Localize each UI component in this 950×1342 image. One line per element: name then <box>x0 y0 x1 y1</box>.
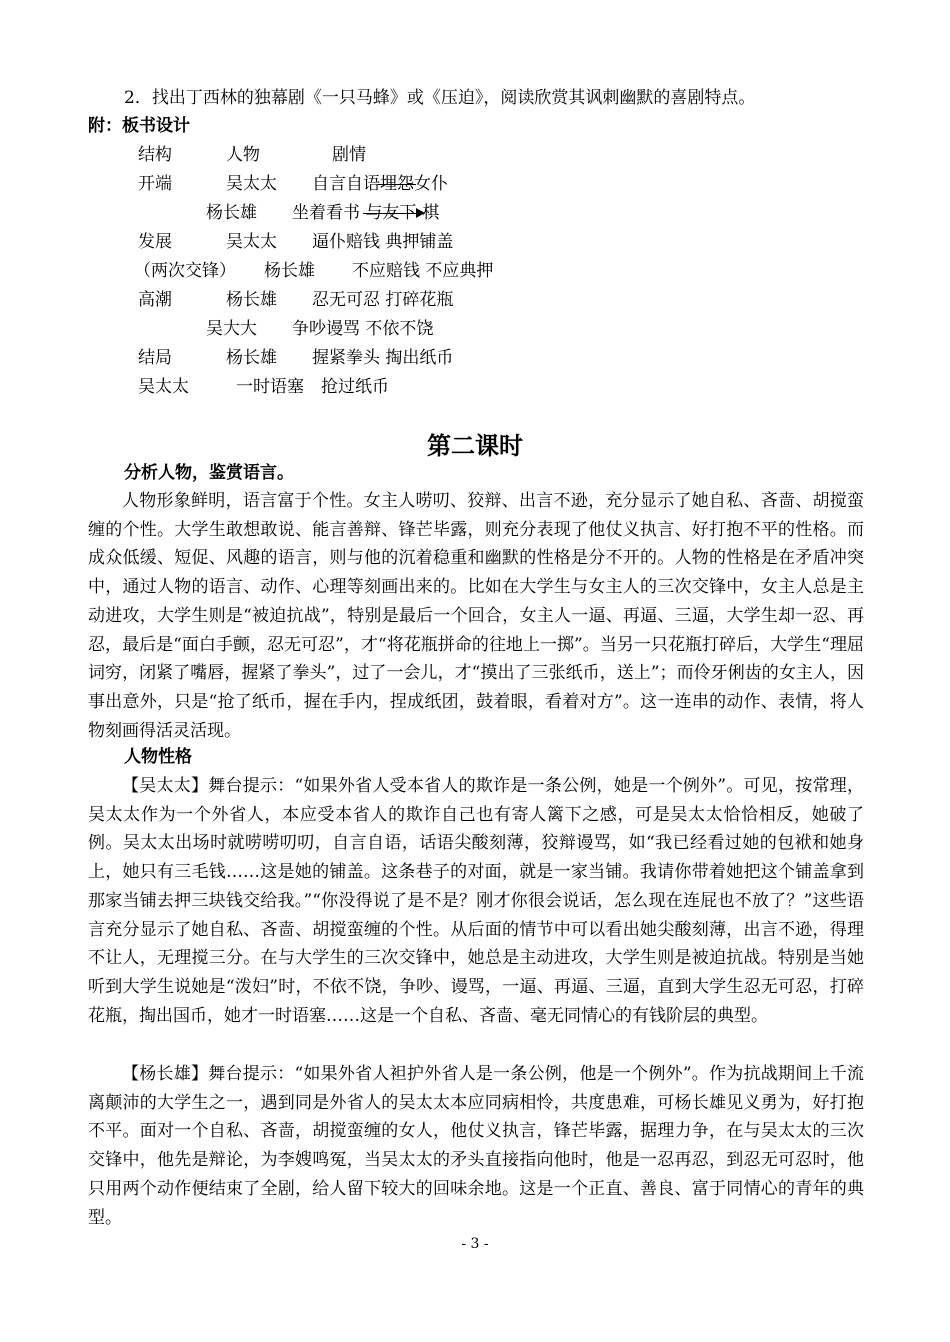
board-plot: 不应赔钱 不应典押 <box>352 261 494 281</box>
board-plot: 自言自语埋怨女仆 <box>312 174 448 194</box>
board-plot: 握紧拳头 掏出纸币 <box>312 348 454 368</box>
struck-arrow-text: 与友下 <box>365 203 416 223</box>
board-person: 杨长雄 <box>206 203 257 223</box>
board-person: 杨长雄 <box>226 290 277 310</box>
page-number: - 3 - <box>461 1236 489 1252</box>
board-plot: 坐着看书 与友下 棋 <box>292 203 440 223</box>
board-stage-ending: 结局 <box>138 348 172 368</box>
paragraph-yang-changxiong: 【杨长雄】舞台提示：“如果外省人袒护外省人是一条公例，他是一个例外”。作为抗战期间上千流离颠沛的大学生之一，遇到同是外省人的吴太太本应同病相怜，共度患难，可杨长雄见义勇为，好打抱不平。面对一个自私、吝啬，胡搅蛮缠的女人，他仗义执言，锋芒毕露，据理力争，在与吴太太的三次交锋中，他先是辩论，为李嫂鸣冤，当吴太太的矛头直接指向他时，他是一忍再忍，到忍无可忍时，他只用两个动作便结束了全剧，给人留下较大的回味余地。这是一个正直、善良、富于同情心的青年的典型。 <box>88 1064 864 1228</box>
subheading-analysis: 分析人物，鉴赏语言。 <box>124 463 294 483</box>
paragraph-mrs-wu: 【吴太太】舞台提示：“如果外省人受本省人的欺诈是一条公例，她是一个例外”。可见，按常理，吴太太作为一个外省人，本应受本省人的欺诈自己也有寄人篱下之感，可是吴太太恰恰相反，她破了例。吴太太出场时就唠唠叨叨，自言自语，话语尖酸刻薄，狡辩谩骂，如“我已经看过她的包袱和她身上，她只有三毛钱……这是她的铺盖。这条巷子的对面，就是一家当铺。我请你带着她把这个铺盖拿到那家当铺去押三块钱交给我。”“你没得说了是不是？刚才你很会说话，怎么现在连屁也不放了？”这些语言充分显示了她自私、吝啬、胡搅蛮缠的个性。从后面的情节中可以看出她尖酸刻薄，出言不逊，得理不让人，无理搅三分。在与大学生的三次交锋中，她总是主动进攻，大学生则是被迫抗战。特别是当她听到大学生说她是“泼妇”时，不依不饶，争吵、谩骂，一逼、再逼、三逼，直到大学生忍无可忍，打碎花瓶，掏出国币，她才一时语塞……这是一个自私、吝啬、毫无同情心的有钱阶层的典型。 <box>88 776 864 1026</box>
board-design-heading: 附：板书设计 <box>88 116 190 136</box>
board-header-plot: 剧情 <box>332 145 366 165</box>
board-plot: 逼仆赔钱 典押铺盖 <box>312 232 454 252</box>
board-stage-two-clashes: （两次交锋） <box>134 261 236 281</box>
board-stage-climax: 高潮 <box>138 290 172 310</box>
board-header-structure: 结构 <box>138 145 172 165</box>
section-title: 第二课时 <box>427 432 523 460</box>
paragraph-language-analysis: 人物形象鲜明，语言富于个性。女主人唠叨、狡辩、出言不逊，充分显示了她自私、吝啬、胡搅蛮缠的个性。大学生敢想敢说、能言善辩、锋芒毕露，则充分表现了他仗义执言、好打抱不平的性格。而成众低缓、短促、风趣的语言，则与他的沉着稳重和幽默的性格是分不开的。人物的性格是在矛盾冲突中，通过人物的语言、动作、心理等刻画出来的。比如在大学生与女主人的三次交锋中，女主人总是主动进攻，大学生则是“被迫抗战”，特别是最后一个回合，女主人一逼、再逼、三逼，大学生却一忍、再忍，最后是“面白手颤，忍无可忍”，才“将花瓶拼命的往地上一掷”。当另一只花瓶打碎后，大学生“理屈词穷，闭紧了嘴唇，握紧了拳头”，过了一会儿，才“摸出了三张纸币，送上”；而伶牙俐齿的女主人，因事出意外，只是“抢了纸币，握在手内，捏成纸团，鼓着眼，看着对方”。这一连串的动作、表情，将人物刻画得活灵活现。 <box>88 491 864 741</box>
board-stage-opening: 开端 <box>138 174 172 194</box>
board-plot: 忍无可忍 打碎花瓶 <box>312 290 454 310</box>
assignment-item-2: 2．找出丁西林的独幕剧《一只马蜂》或《压迫》，阅读欣赏其讽刺幽默的喜剧特点。 <box>124 88 756 108</box>
board-person: 吴太太 <box>226 174 277 194</box>
board-plot: 争吵谩骂 不依不饶 <box>292 319 434 339</box>
struck-text: 埋怨 <box>380 174 414 194</box>
board-person: 吴太太 <box>226 232 277 252</box>
board-person: 杨长雄 <box>226 348 277 368</box>
board-stage-development: 发展 <box>138 232 172 252</box>
board-person: 杨长雄 <box>264 261 315 281</box>
board-person: 吴大大 <box>206 319 257 339</box>
board-person: 吴太太 <box>138 377 189 397</box>
board-plot: 一时语塞 抢过纸币 <box>236 377 389 397</box>
board-header-character: 人物 <box>226 145 260 165</box>
arrow-head-icon <box>416 208 425 218</box>
subheading-character-traits: 人物性格 <box>124 747 192 767</box>
